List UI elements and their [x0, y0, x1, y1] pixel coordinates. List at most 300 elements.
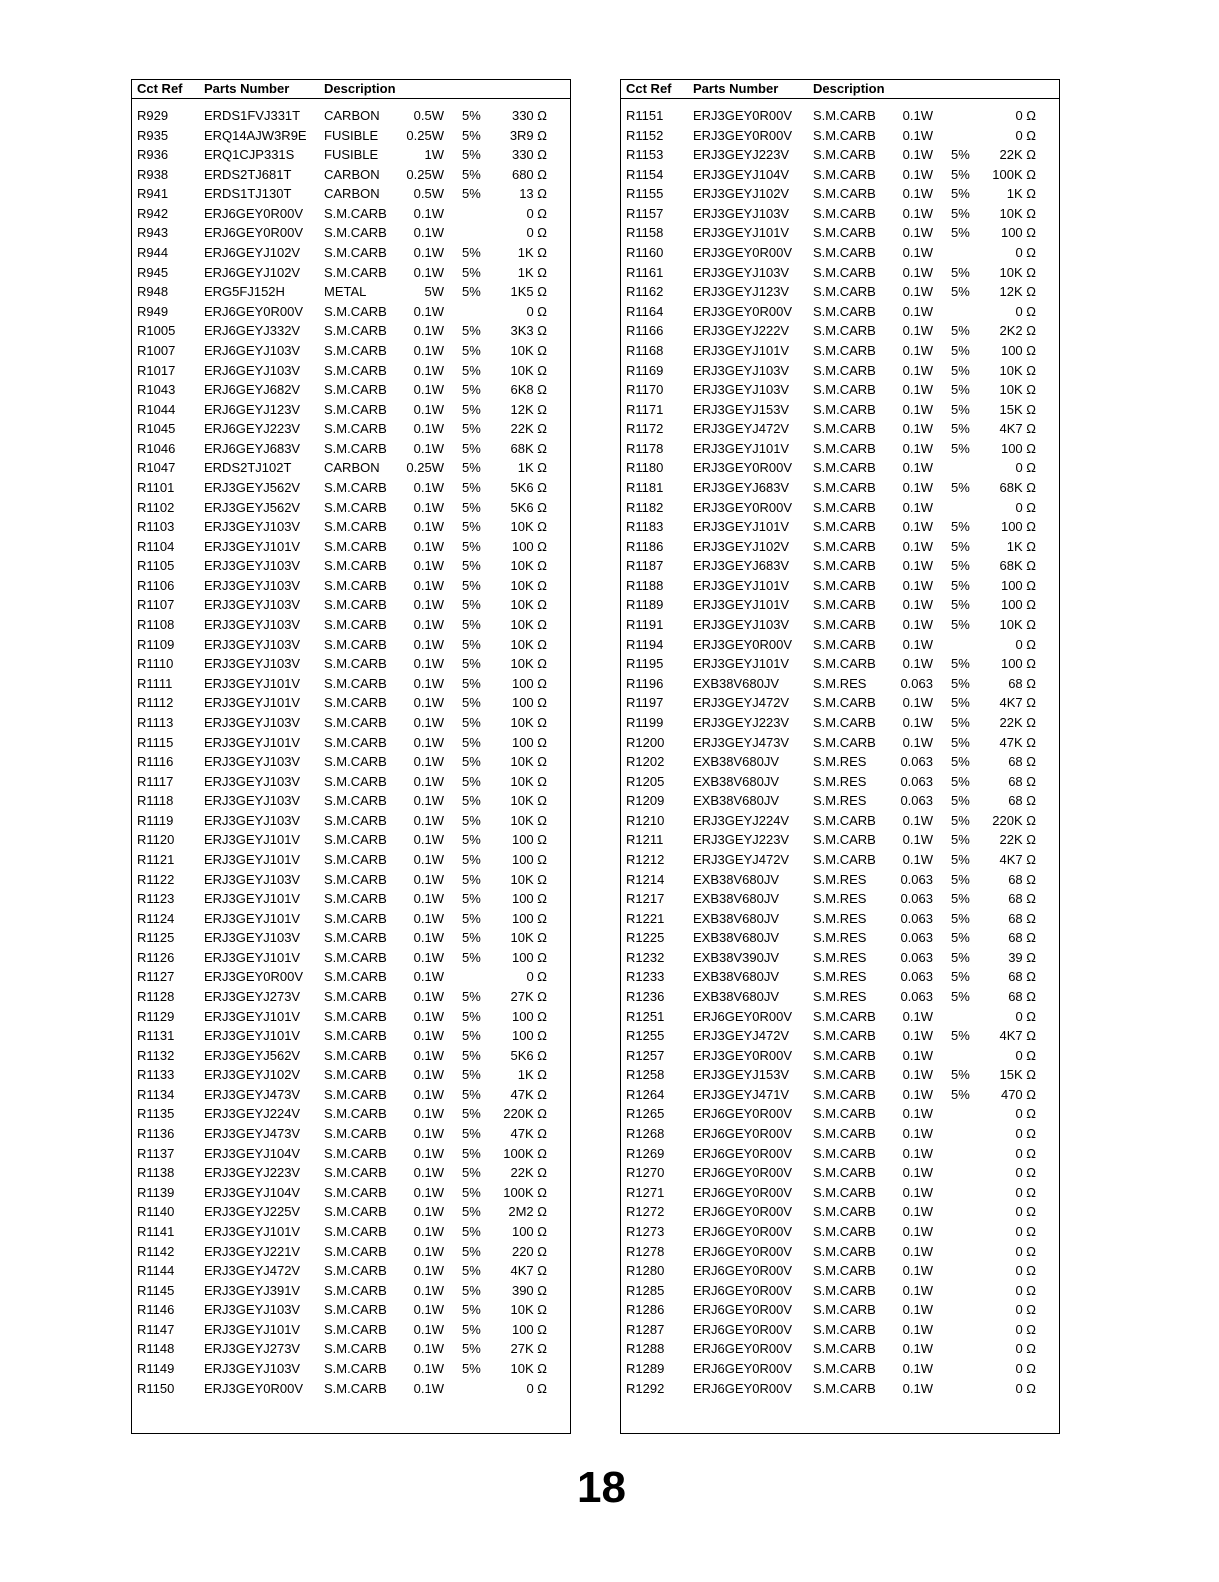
parts-number-cell: ERJ6GEY0R00V	[693, 1145, 792, 1161]
table-row	[621, 888, 1059, 908]
table-row	[621, 144, 1059, 164]
tolerance-cell: 5%	[951, 401, 970, 417]
table-row	[621, 732, 1059, 752]
tolerance-cell: 5%	[462, 793, 481, 809]
description-cell: S.M.CARB	[813, 205, 876, 221]
wattage-cell: 0.1W	[413, 734, 444, 750]
cct-ref-cell: R1288	[626, 1341, 665, 1357]
value-cell: 100 Ω	[511, 851, 547, 867]
tolerance-cell: 5%	[462, 949, 481, 965]
description-cell: S.M.CARB	[324, 1184, 387, 1200]
wattage-cell: 0.1W	[902, 558, 933, 574]
tolerance-cell: 5%	[462, 910, 481, 926]
value-cell: 0 Ω	[1015, 636, 1036, 652]
wattage-cell: 0.1W	[902, 166, 933, 182]
cct-ref-cell: R1110	[137, 656, 174, 672]
wattage-cell: 0.1W	[902, 479, 933, 495]
parts-number-cell: ERJ6GEY0R00V	[693, 1282, 792, 1298]
wattage-cell: 0.1W	[413, 930, 444, 946]
value-cell: 0 Ω	[526, 303, 547, 319]
wattage-cell: 0.1W	[413, 1067, 444, 1083]
wattage-cell: 0.063	[900, 949, 933, 965]
cct-ref-cell: R1047	[137, 460, 176, 476]
cct-ref-cell: R1162	[626, 284, 664, 300]
wattage-cell: 0.063	[900, 773, 933, 789]
cct-ref-cell: R1195	[626, 656, 664, 672]
description-cell: S.M.CARB	[813, 440, 876, 456]
tolerance-cell: 5%	[462, 127, 481, 143]
value-cell: 68 Ω	[1008, 793, 1036, 809]
cct-ref-cell: R1255	[626, 1028, 665, 1044]
cct-ref-cell: R1132	[137, 1047, 175, 1063]
table-row	[132, 301, 570, 321]
value-cell: 330 Ω	[511, 147, 547, 163]
parts-number-cell: ERJ3GEYJ103V	[693, 617, 790, 633]
value-cell: 100 Ω	[511, 538, 547, 554]
wattage-cell: 0.1W	[902, 519, 933, 535]
table-row	[132, 1319, 570, 1339]
table-body	[132, 99, 570, 1397]
table-row	[132, 477, 570, 497]
parts-number-cell: ERJ3GEYJ103V	[693, 264, 790, 280]
description-cell: S.M.CARB	[324, 851, 387, 867]
value-cell: 2M2 Ω	[508, 1204, 547, 1220]
cct-ref-cell: R1168	[626, 342, 664, 358]
description-cell: S.M.CARB	[813, 695, 876, 711]
cct-ref-cell: R1139	[137, 1184, 175, 1200]
parts-number-cell: ERJ3GEYJ101V	[693, 597, 790, 613]
value-cell: 1K5 Ω	[510, 284, 547, 300]
description-cell: S.M.CARB	[813, 303, 876, 319]
cct-ref-cell: R1124	[137, 910, 175, 926]
table-row	[132, 575, 570, 595]
cct-ref-cell: R1200	[626, 734, 665, 750]
table-row	[621, 829, 1059, 849]
description-cell: S.M.CARB	[813, 1263, 876, 1279]
tolerance-cell: 5%	[951, 205, 970, 221]
cct-ref-cell: R1142	[137, 1243, 175, 1259]
tolerance-cell: 5%	[951, 577, 970, 593]
cct-ref-cell: R935	[137, 127, 169, 143]
tolerance-cell: 5%	[951, 421, 970, 437]
cct-ref-cell: R1153	[626, 147, 664, 163]
description-cell: S.M.RES	[813, 754, 867, 770]
wattage-cell: 0.1W	[902, 636, 933, 652]
cct-ref-cell: R1268	[626, 1126, 665, 1142]
description-cell: S.M.CARB	[324, 245, 387, 261]
value-cell: 0 Ω	[1015, 1361, 1036, 1376]
wattage-cell: 0.1W	[413, 205, 444, 221]
description-cell: S.M.CARB	[813, 147, 876, 163]
cct-ref-cell: R1264	[626, 1086, 665, 1102]
table-row	[621, 242, 1059, 262]
description-cell: S.M.CARB	[324, 1282, 387, 1298]
table-row	[621, 790, 1059, 810]
table-row	[132, 1103, 570, 1123]
cct-ref-cell: R1126	[137, 949, 175, 965]
cct-ref-cell: R1120	[137, 832, 175, 848]
value-cell: 0 Ω	[1015, 303, 1036, 319]
parts-number-cell: ERJ3GEYJ101V	[204, 1223, 301, 1239]
parts-number-cell: ERJ3GEYJ103V	[204, 577, 301, 593]
parts-number-cell: ERJ3GEYJ224V	[204, 1106, 301, 1122]
value-cell: 0 Ω	[1015, 108, 1036, 123]
description-cell: S.M.CARB	[324, 558, 387, 574]
wattage-cell: 0.1W	[902, 1361, 933, 1376]
value-cell: 10K Ω	[510, 1302, 547, 1318]
parts-number-cell: EXB38V680JV	[693, 793, 780, 809]
parts-number-cell: ERJ3GEYJ473V	[204, 1086, 301, 1102]
tolerance-cell: 5%	[462, 656, 481, 672]
cct-ref-cell: R1152	[626, 127, 664, 143]
tolerance-cell: 5%	[951, 969, 970, 985]
wattage-cell: 0.1W	[902, 656, 933, 672]
wattage-cell: 0.1W	[902, 1086, 933, 1102]
cct-ref-cell: R1186	[626, 538, 664, 554]
table-row	[621, 653, 1059, 673]
parts-number-cell: ERJ6GEYJ683V	[204, 440, 301, 456]
wattage-cell: 0.1W	[413, 342, 444, 358]
wattage-cell: 0.1W	[902, 1263, 933, 1279]
value-cell: 0 Ω	[1015, 1302, 1036, 1318]
table-row	[132, 536, 570, 556]
description-cell: S.M.CARB	[813, 1243, 876, 1259]
value-cell: 10K Ω	[999, 264, 1036, 280]
value-cell: 10K Ω	[510, 773, 547, 789]
cct-ref-cell: R1161	[626, 264, 664, 280]
table-row	[621, 810, 1059, 830]
description-cell: S.M.CARB	[324, 225, 387, 241]
tolerance-cell: 5%	[951, 714, 970, 730]
wattage-cell: 0.1W	[902, 832, 933, 848]
cct-ref-cell: R1111	[137, 675, 173, 691]
tolerance-cell: 5%	[462, 1145, 481, 1161]
tolerance-cell: 5%	[951, 793, 970, 809]
parts-number-cell: ERJ6GEY0R00V	[693, 1165, 792, 1181]
wattage-cell: 0.1W	[413, 382, 444, 398]
parts-number-cell: ERJ3GEYJ562V	[204, 499, 301, 515]
table-row	[621, 1319, 1059, 1339]
parts-number-cell: ERG5FJ152H	[204, 284, 285, 300]
parts-number-cell: ERJ3GEYJ103V	[204, 754, 301, 770]
parts-number-cell: EXB38V680JV	[693, 930, 780, 946]
wattage-cell: 0.1W	[413, 832, 444, 848]
table-row	[621, 301, 1059, 321]
table-row	[621, 555, 1059, 575]
description-cell: S.M.RES	[813, 989, 867, 1005]
tolerance-cell: 5%	[462, 577, 481, 593]
table-row	[621, 164, 1059, 184]
tolerance-cell: 5%	[951, 1028, 970, 1044]
wattage-cell: 0.1W	[902, 1047, 933, 1063]
parts-number-cell: ERJ3GEYJ153V	[693, 1067, 790, 1083]
table-row	[621, 1045, 1059, 1065]
cct-ref-cell: R1158	[626, 225, 664, 241]
parts-number-cell: EXB38V680JV	[693, 910, 780, 926]
table-row	[621, 183, 1059, 203]
tolerance-cell: 5%	[951, 284, 970, 300]
parts-number-cell: ERQ1CJP331S	[204, 147, 295, 163]
parts-number-cell: ERJ3GEYJ101V	[204, 675, 301, 691]
cct-ref-cell: R1138	[137, 1165, 175, 1181]
table-row	[132, 614, 570, 634]
wattage-cell: 0.1W	[413, 1302, 444, 1318]
wattage-cell: 0.1W	[413, 323, 444, 339]
parts-number-cell: ERJ3GEYJ103V	[204, 1361, 301, 1376]
wattage-cell: 0.1W	[413, 597, 444, 613]
value-cell: 13 Ω	[519, 186, 547, 202]
table-row	[132, 183, 570, 203]
table-row	[132, 1378, 570, 1398]
parts-number-cell: EXB38V680JV	[693, 754, 780, 770]
tolerance-cell: 5%	[951, 558, 970, 574]
tolerance-cell: 5%	[462, 1165, 481, 1181]
parts-number-cell: ERJ3GEYJ101V	[693, 577, 790, 593]
wattage-cell: 0.1W	[413, 1361, 444, 1376]
value-cell: 100K Ω	[992, 166, 1036, 182]
value-cell: 100 Ω	[1000, 342, 1036, 358]
cct-ref-cell: R1150	[137, 1380, 175, 1396]
description-cell: S.M.CARB	[813, 1165, 876, 1181]
tolerance-cell: 5%	[462, 245, 481, 261]
table-row	[621, 849, 1059, 869]
cct-ref-cell: R1187	[626, 558, 664, 574]
value-cell: 47K Ω	[510, 1086, 547, 1102]
cct-ref-cell: R1109	[137, 636, 175, 652]
cct-ref-cell: R1129	[137, 1008, 175, 1024]
value-cell: 6K8 Ω	[510, 382, 547, 398]
parts-number-cell: ERJ3GEYJ101V	[693, 225, 790, 241]
parts-number-cell: EXB38V680JV	[693, 871, 780, 887]
cct-ref-cell: R1211	[626, 832, 664, 848]
description-cell: S.M.CARB	[324, 930, 387, 946]
cct-ref-cell: R1140	[137, 1204, 175, 1220]
cct-ref-cell: R1119	[137, 812, 174, 828]
table-row	[132, 144, 570, 164]
tolerance-cell: 5%	[462, 108, 481, 123]
page-number: 18	[577, 1463, 626, 1512]
wattage-cell: 0.1W	[902, 127, 933, 143]
parts-number-cell: ERJ3GEYJ101V	[204, 734, 301, 750]
parts-number-cell: ERJ6GEY0R00V	[693, 1361, 792, 1376]
description-cell: S.M.CARB	[324, 636, 387, 652]
description-cell: S.M.CARB	[813, 401, 876, 417]
value-cell: 1K Ω	[517, 1067, 547, 1083]
parts-number-cell: ERJ6GEY0R00V	[693, 1302, 792, 1318]
cct-ref-cell: R1180	[626, 460, 664, 476]
description-cell: S.M.CARB	[813, 519, 876, 535]
wattage-cell: 0.25W	[406, 166, 444, 182]
value-cell: 10K Ω	[510, 617, 547, 633]
cct-ref-cell: R1189	[626, 597, 664, 613]
value-cell: 4K7 Ω	[999, 695, 1036, 711]
parts-number-cell: ERJ3GEYJ101V	[204, 1321, 301, 1337]
header-parts-number: Parts Number	[693, 81, 779, 96]
tolerance-cell: 5%	[951, 382, 970, 398]
tolerance-cell: 5%	[462, 636, 481, 652]
table-row	[621, 1201, 1059, 1221]
wattage-cell: 0.1W	[413, 1243, 444, 1259]
description-cell: S.M.CARB	[813, 1028, 876, 1044]
tolerance-cell: 5%	[951, 479, 970, 495]
description-cell: S.M.CARB	[813, 1067, 876, 1083]
tolerance-cell: 5%	[462, 440, 481, 456]
parts-number-cell: ERJ3GEYJ273V	[204, 989, 301, 1005]
parts-number-cell: ERJ3GEYJ472V	[693, 695, 790, 711]
header-description: Description	[813, 81, 885, 96]
value-cell: 0 Ω	[526, 1380, 547, 1396]
description-cell: S.M.CARB	[324, 1047, 387, 1063]
table-row	[132, 908, 570, 928]
description-cell: S.M.CARB	[324, 1302, 387, 1318]
description-cell: S.M.CARB	[813, 558, 876, 574]
cct-ref-cell: R1147	[137, 1321, 175, 1337]
wattage-cell: 0.1W	[902, 147, 933, 163]
description-cell: S.M.CARB	[813, 1204, 876, 1220]
description-cell: S.M.CARB	[324, 519, 387, 535]
wattage-cell: 0.063	[900, 675, 933, 691]
table-row	[621, 281, 1059, 301]
wattage-cell: 0.1W	[902, 577, 933, 593]
tolerance-cell: 5%	[462, 871, 481, 887]
value-cell: 10K Ω	[510, 714, 547, 730]
tolerance-cell: 5%	[951, 910, 970, 926]
tolerance-cell: 5%	[462, 812, 481, 828]
parts-number-cell: EXB38V680JV	[693, 989, 780, 1005]
value-cell: 220K Ω	[992, 812, 1036, 828]
table-row	[621, 457, 1059, 477]
description-cell: S.M.CARB	[813, 342, 876, 358]
parts-number-cell: ERJ3GEYJ223V	[693, 147, 790, 163]
parts-number-cell: ERJ3GEYJ102V	[693, 186, 790, 202]
table-row	[621, 1221, 1059, 1241]
wattage-cell: 0.063	[900, 989, 933, 1005]
parts-number-cell: EXB38V680JV	[693, 969, 780, 985]
description-cell: S.M.CARB	[813, 734, 876, 750]
wattage-cell: 0.1W	[413, 1028, 444, 1044]
wattage-cell: 0.1W	[902, 1106, 933, 1122]
tolerance-cell: 5%	[462, 1341, 481, 1357]
value-cell: 0 Ω	[1015, 127, 1036, 143]
cct-ref-cell: R936	[137, 147, 169, 163]
description-cell: S.M.CARB	[324, 1106, 387, 1122]
table-row	[132, 1064, 570, 1084]
wattage-cell: 0.1W	[902, 538, 933, 554]
parts-number-cell: ERJ3GEYJ562V	[204, 1047, 301, 1063]
table-row	[132, 457, 570, 477]
parts-number-cell: ERJ3GEYJ104V	[204, 1145, 301, 1161]
wattage-cell: 0.1W	[413, 1380, 444, 1396]
value-cell: 0 Ω	[1015, 1223, 1036, 1239]
cct-ref-cell: R1136	[137, 1126, 175, 1142]
description-cell: S.M.CARB	[813, 264, 876, 280]
wattage-cell: 0.1W	[413, 714, 444, 730]
value-cell: 4K7 Ω	[999, 1028, 1036, 1044]
wattage-cell: 0.1W	[413, 440, 444, 456]
wattage-cell: 0.1W	[413, 617, 444, 633]
value-cell: 68 Ω	[1008, 910, 1036, 926]
wattage-cell: 0.1W	[902, 1380, 933, 1396]
table-row	[621, 1260, 1059, 1280]
value-cell: 10K Ω	[999, 617, 1036, 633]
parts-number-cell: ERJ6GEYJ103V	[204, 362, 301, 378]
tolerance-cell: 5%	[951, 186, 970, 202]
table-row	[621, 203, 1059, 223]
parts-number-cell: ERJ3GEYJ222V	[693, 323, 790, 339]
value-cell: 10K Ω	[510, 597, 547, 613]
description-cell: S.M.CARB	[813, 225, 876, 241]
tolerance-cell: 5%	[462, 166, 481, 182]
wattage-cell: 0.1W	[902, 1243, 933, 1259]
value-cell: 220K Ω	[503, 1106, 547, 1122]
table-row	[132, 105, 570, 125]
wattage-cell: 0.063	[900, 891, 933, 907]
wattage-cell: 0.1W	[902, 617, 933, 633]
wattage-cell: 0.1W	[413, 1321, 444, 1337]
table-row	[621, 986, 1059, 1006]
parts-number-cell: ERJ3GEYJ102V	[204, 1067, 301, 1083]
description-cell: S.M.CARB	[813, 1106, 876, 1122]
table-row	[621, 927, 1059, 947]
parts-number-cell: ERJ6GEY0R00V	[693, 1223, 792, 1239]
table-row	[621, 869, 1059, 889]
parts-number-cell: ERJ6GEYJ682V	[204, 382, 301, 398]
value-cell: 0 Ω	[526, 969, 547, 985]
table-row	[132, 262, 570, 282]
value-cell: 68 Ω	[1008, 675, 1036, 691]
wattage-cell: 0.063	[900, 871, 933, 887]
wattage-cell: 0.1W	[902, 362, 933, 378]
value-cell: 470 Ω	[1000, 1086, 1036, 1102]
cct-ref-cell: R1045	[137, 421, 176, 437]
description-cell: S.M.CARB	[324, 577, 387, 593]
wattage-cell: 0.1W	[902, 812, 933, 828]
parts-number-cell: ERJ3GEYJ473V	[693, 734, 790, 750]
description-cell: S.M.CARB	[813, 1086, 876, 1102]
parts-number-cell: ERJ6GEY0R00V	[693, 1341, 792, 1357]
cct-ref-cell: R929	[137, 108, 169, 123]
description-cell: S.M.CARB	[813, 1321, 876, 1337]
table-row	[132, 438, 570, 458]
table-row	[132, 379, 570, 399]
table-row	[132, 1143, 570, 1163]
description-cell: S.M.CARB	[324, 1008, 387, 1024]
value-cell: 68K Ω	[999, 558, 1036, 574]
value-cell: 100 Ω	[511, 1028, 547, 1044]
description-cell: S.M.CARB	[324, 382, 387, 398]
tolerance-cell: 5%	[462, 382, 481, 398]
value-cell: 0 Ω	[1015, 499, 1036, 515]
table-row	[132, 673, 570, 693]
parts-number-cell: EXB38V390JV	[693, 949, 780, 965]
description-cell: S.M.CARB	[813, 1126, 876, 1142]
tolerance-cell: 5%	[462, 597, 481, 613]
description-cell: S.M.CARB	[324, 264, 387, 280]
cct-ref-cell: R1135	[137, 1106, 175, 1122]
value-cell: 1K Ω	[517, 264, 547, 280]
tolerance-cell: 5%	[462, 675, 481, 691]
table-row	[621, 418, 1059, 438]
wattage-cell: 0.1W	[413, 245, 444, 261]
wattage-cell: 0.1W	[902, 1126, 933, 1142]
tolerance-cell: 5%	[462, 1008, 481, 1024]
parts-number-cell: ERJ3GEY0R00V	[693, 245, 792, 261]
tolerance-cell: 5%	[462, 558, 481, 574]
description-cell: S.M.CARB	[813, 1145, 876, 1161]
description-cell: S.M.CARB	[324, 1321, 387, 1337]
cct-ref-cell: R1166	[626, 323, 664, 339]
table-row	[132, 497, 570, 517]
